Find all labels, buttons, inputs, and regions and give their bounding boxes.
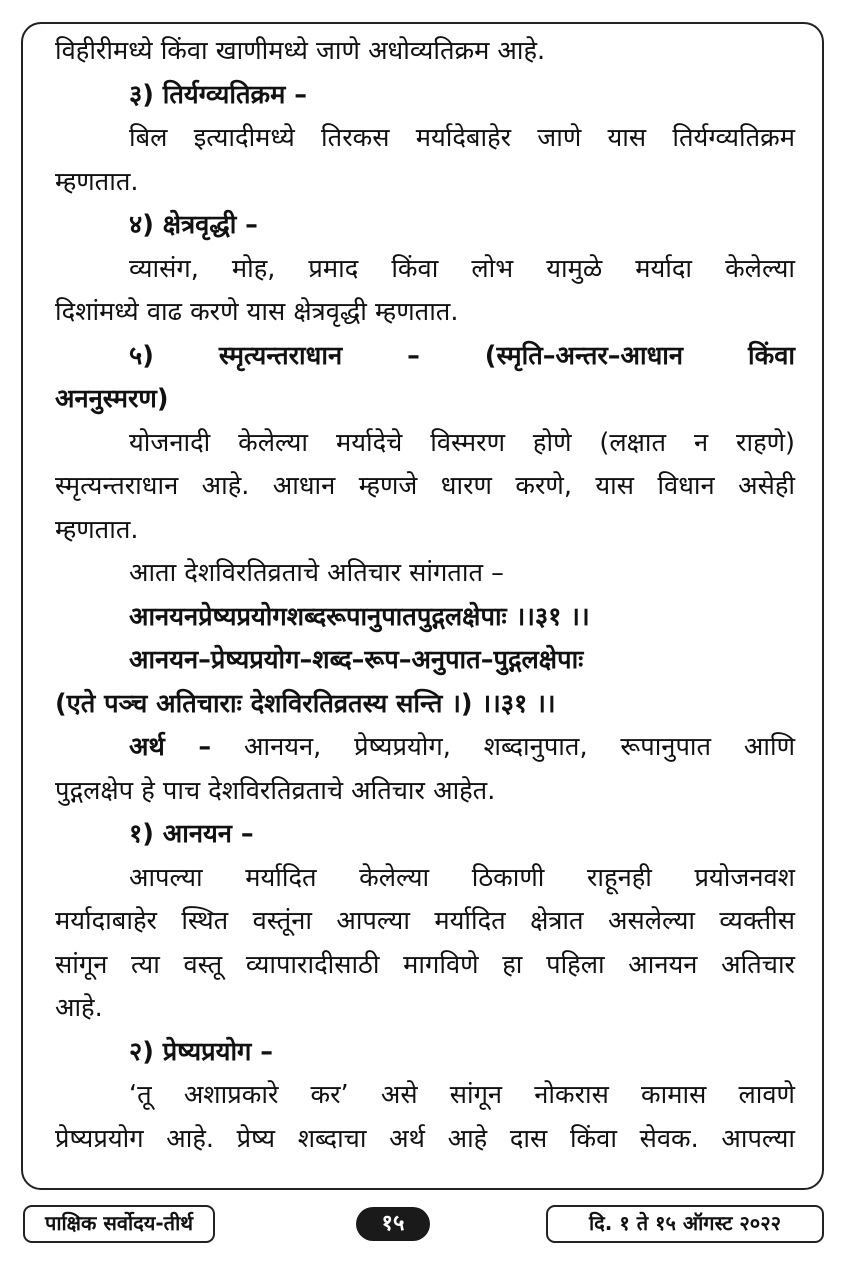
body-line: आता देशविरतिव्रताचे अतिचार सांगतात – xyxy=(129,558,504,588)
section-heading: ३) तिर्यग्व्यतिक्रम – xyxy=(129,79,307,110)
body-line: मर्यादाबाहेर स्थित वस्तूंना आपल्या मर्यादित क्षेत्रात असलेल्या व्यक्तीस xyxy=(55,906,795,936)
section-heading: ४) क्षेत्रवृद्धी – xyxy=(129,210,258,240)
sutra-line: (एते पञ्च अतिचाराः देशविरतिव्रतस्य सन्ति ।) ।।३१ ।। xyxy=(55,688,556,719)
section-heading: ५) स्मृत्यन्तराधान – (स्मृति–अन्तर–आधान किंवा xyxy=(129,340,795,371)
body-line: बिल इत्यादीमध्ये तिरकस मर्यादेबाहेर जाणे यास तिर्यग्व्यतिक्रम xyxy=(129,123,795,153)
body-line: पुद्गलक्षेप हे पाच देशविरतिव्रताचे अतिचार आहेत. xyxy=(55,775,496,806)
body-line: आहे. xyxy=(55,993,103,1023)
body-line-text: आनयन, प्रेष्यप्रयोग, शब्दानुपात, रूपानुपात आणि xyxy=(244,732,796,762)
footer-publication-name: पाक्षिक सर्वोदय-तीर्थ xyxy=(23,1205,215,1243)
body-line: म्हणतात. xyxy=(55,166,139,197)
body-line: व्यासंग, मोह, प्रमाद किंवा लोभ यामुळे मर्यादा केलेल्या xyxy=(129,253,795,284)
page-number: १५ xyxy=(356,1207,430,1241)
body-line: आपल्या मर्यादित केलेल्या ठिकाणी राहूनही प्रयोजनवश xyxy=(129,862,795,893)
body-line: सांगून त्या वस्तू व्यापारादीसाठी मागविणे हा पहिला आनयन अतिचार xyxy=(55,949,795,980)
section-heading: २) प्रेष्यप्रयोग – xyxy=(129,1036,274,1067)
artha-line xyxy=(55,726,795,770)
body-line: म्हणतात. xyxy=(55,514,139,545)
body-line: प्रेष्यप्रयोग आहे. प्रेष्य शब्दाचा अर्थ आहे दास किंवा सेवक. आपल्या xyxy=(55,1123,795,1154)
body-line: दिशांमध्ये वाढ करणे यास क्षेत्रवृद्धी म्हणतात. xyxy=(55,297,459,327)
sutra-line: आनयनप्रेष्यप्रयोगशब्दरूपानुपातपुद्गलक्षेपाः ।।३१ ।। xyxy=(129,601,590,632)
body-line: विहीरीमध्ये किंवा खाणीमध्ये जाणे अधोव्यतिक्रम आहे. xyxy=(55,36,546,66)
section-heading: अननुस्मरण) xyxy=(55,384,169,414)
artha-label: अर्थ – xyxy=(129,732,212,762)
page-body xyxy=(55,30,795,1161)
sutra-line: आनयन–प्रेष्यप्रयोग–शब्द–रूप–अनुपात–पुद्गलक्षेपाः xyxy=(129,645,584,675)
footer-date: दि. १ ते १५ ऑगस्ट २०२२ xyxy=(546,1205,824,1243)
body-line: योजनादी केलेल्या मर्यादेचे विस्मरण होणे (लक्षात न राहणे) xyxy=(129,427,795,458)
body-line: ‘तू अशाप्रकारे कर’ असे सांगून नोकरास कामास लावणे xyxy=(129,1080,795,1110)
section-heading: १) आनयन – xyxy=(129,819,254,849)
body-line: स्मृत्यन्तराधान आहे. आधान म्हणजे धारण करणे, यास विधान असेही xyxy=(55,471,795,501)
